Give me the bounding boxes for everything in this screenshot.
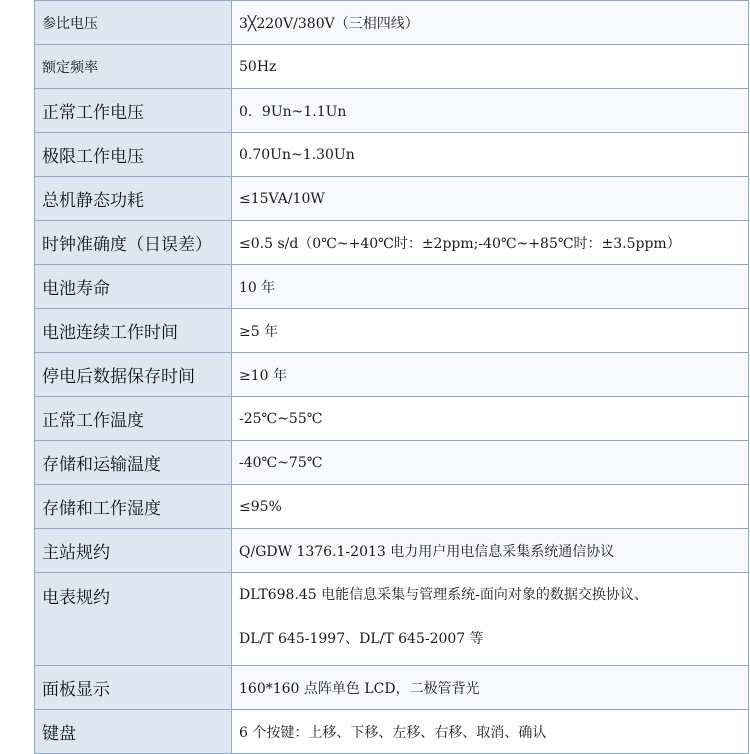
table-row [35, 89, 749, 133]
spec-value: 0.70Un~1.30Un [232, 133, 749, 177]
spec-value: 10 年 [232, 265, 749, 309]
spec-value [232, 573, 749, 666]
table-row [35, 397, 749, 441]
spec-label: 极限工作电压 [35, 133, 232, 177]
spec-value: 160*160 点阵单色 LCD，二极管背光 [232, 666, 749, 710]
spec-value: -25℃~55℃ [232, 397, 749, 441]
spec-label: 面板显示 [35, 666, 232, 710]
spec-label: 时钟准确度（日误差） [35, 221, 232, 265]
table-row [35, 441, 749, 485]
spec-label: 键盘 [35, 710, 232, 754]
table-row [35, 133, 749, 177]
spec-value: -40℃~75℃ [232, 441, 749, 485]
table-row [35, 573, 749, 666]
table-row [35, 177, 749, 221]
spec-value: 3╳220V/380V（三相四线） [232, 1, 749, 45]
spec-label: 停电后数据保存时间 [35, 353, 232, 397]
spec-label: 电池连续工作时间 [35, 309, 232, 353]
spec-value: 50Hz [232, 45, 749, 89]
table-row [35, 1, 749, 45]
spec-value: ≤95% [232, 485, 749, 529]
spec-value: 6 个按键：上移、下移、左移、右移、取消、确认 [232, 710, 749, 754]
spec-label: 存储和工作湿度 [35, 485, 232, 529]
table-row [35, 529, 749, 573]
table-row [35, 353, 749, 397]
table-row [35, 710, 749, 754]
spec-label: 正常工作温度 [35, 397, 232, 441]
table-row [35, 666, 749, 710]
spec-value: ≤0.5 s/d（0℃~+40℃时：±2ppm;-40℃~+85℃时：±3.5ppm） [232, 221, 749, 265]
spec-label: 额定频率 [35, 45, 232, 89]
spec-value: 0．9Un~1.1Un [232, 89, 749, 133]
table-row [35, 45, 749, 89]
spec-value: ≥5 年 [232, 309, 749, 353]
spec-label: 正常工作电压 [35, 89, 232, 133]
spec-label: 电池寿命 [35, 265, 232, 309]
spec-label: 电表规约 [35, 573, 232, 666]
spec-value: ≥10 年 [232, 353, 749, 397]
table-row [35, 485, 749, 529]
spec-label: 存储和运输温度 [35, 441, 232, 485]
spec-value: Q/GDW 1376.1-2013 电力用户用电信息采集系统通信协议 [232, 529, 749, 573]
spec-label: 总机静态功耗 [35, 177, 232, 221]
spec-label: 参比电压 [35, 1, 232, 45]
spec-label: 主站规约 [35, 529, 232, 573]
spec-table [34, 0, 749, 754]
spec-value-line: DL/T 645-1997、DL/T 645-2007 等 [239, 631, 484, 647]
table-row [35, 309, 749, 353]
table-row [35, 221, 749, 265]
spec-value-line: DLT698.45 电能信息采集与管理系统-面向对象的数据交换协议、 [239, 587, 648, 603]
spec-value: ≤15VA/10W [232, 177, 749, 221]
table-row [35, 265, 749, 309]
